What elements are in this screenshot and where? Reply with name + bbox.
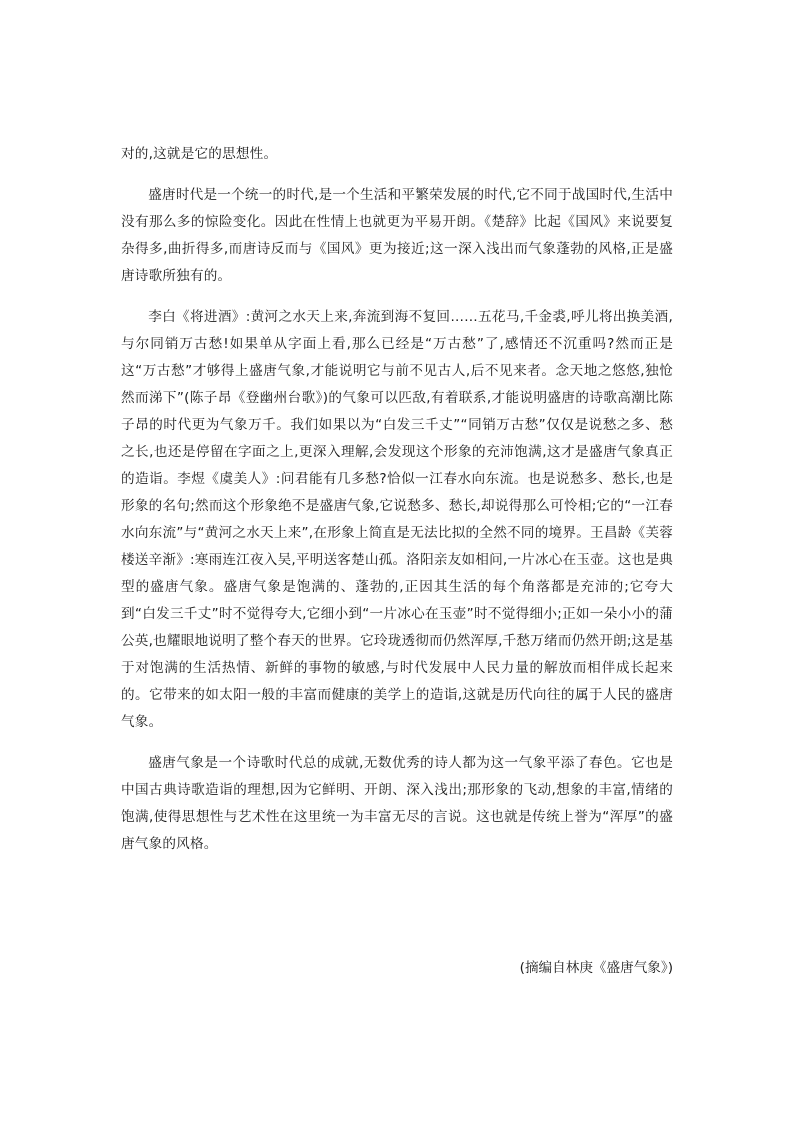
paragraph-3: 李白《将进酒》:黄河之水天上来,奔流到海不复回……五花马,千金裘,呼儿将出换美酒,与尔同销万古愁!如果单从字面上看,那么已经是“万古愁”了,感情还不沉重吗?然而正是这“万古愁”才够得上盛唐气象,才能说明它与前不见古人,后不见来者。念天地之悠悠,独怆然而涕下”(陈子昂《登幽州台歌》)的气象可以匹敌,有着联系,才能说明盛唐的诗歌高潮比陈子昂的时代更为气象万千。我们如果以为“白发三千丈”“同销万古愁”仅仅是说愁之多、愁之长,也还是停留在字面之上,更深入理解,会发现这个形象的充沛饱满,这才是盛唐气象真正的造诣。李煜《虞美人》:问君能有几多愁?恰似一江春水向东流。也是说愁多、愁长,也是形象的名句;然而这个形象绝不是盛唐气象,它说愁多、愁长,却说得那么可怜相;它的“一江春水向东流”与“黄河之水天上来”,在形象上简直是无法比拟的全然不同的境界。王昌龄《芙蓉楼送辛渐》:寒雨连江夜入吴,平明送客楚山孤。洛阳亲友如相问,一片冰心在玉壶。这也是典型的盛唐气象。盛唐气象是饱满的、蓬勃的,正因其生活的每个角落都是充沛的;它夸大到“白发三千丈”时不觉得夸大,它细小到“一片冰心在玉壶”时不觉得细小;正如一朵小小的蒲公英,也耀眼地说明了整个春天的世界。它玲珑透彻而仍然浑厚,千愁万绪而仍然开朗;这是基于对饱满的生活热情、新鲜的事物的敏感,与时代发展中人民力量的解放而相伴成长起来的。它带来的如太阳一般的丰富而健康的美学上的造诣,这就是历代向往的属于人民的盛唐气象。 bbox=[121, 309, 673, 730]
paragraph-2: 盛唐时代是一个统一的时代,是一个生活和平繁荣发展的时代,它不同于战国时代,生活中没有那么多的惊险变化。因此在性情上也就更为平易开朗。《楚辞》比起《国风》来说要复杂得多,曲折得多,而唐诗反而与《国风》更为接近;这一深入浅出而气象蓬勃的风格,正是盛唐诗歌所独有的。 bbox=[121, 187, 673, 284]
paragraph-1: 对的,这就是它的思想性。 bbox=[121, 146, 278, 162]
paragraph-4: 盛唐气象是一个诗歌时代总的成就,无数优秀的诗人都为这一气象平添了春色。它也是中国古典诗歌造诣的理想,因为它鲜明、开朗、深入浅出;那形象的飞动,想象的丰富,情绪的饱满,使得思想性与艺术性在这里统一为丰富无尽的言说。这也就是传统上誉为“浑厚”的盛唐气象的风格。 bbox=[121, 755, 673, 852]
source-citation: (摘编自林庚《盛唐气象》) bbox=[519, 960, 673, 976]
article-body bbox=[121, 141, 673, 858]
